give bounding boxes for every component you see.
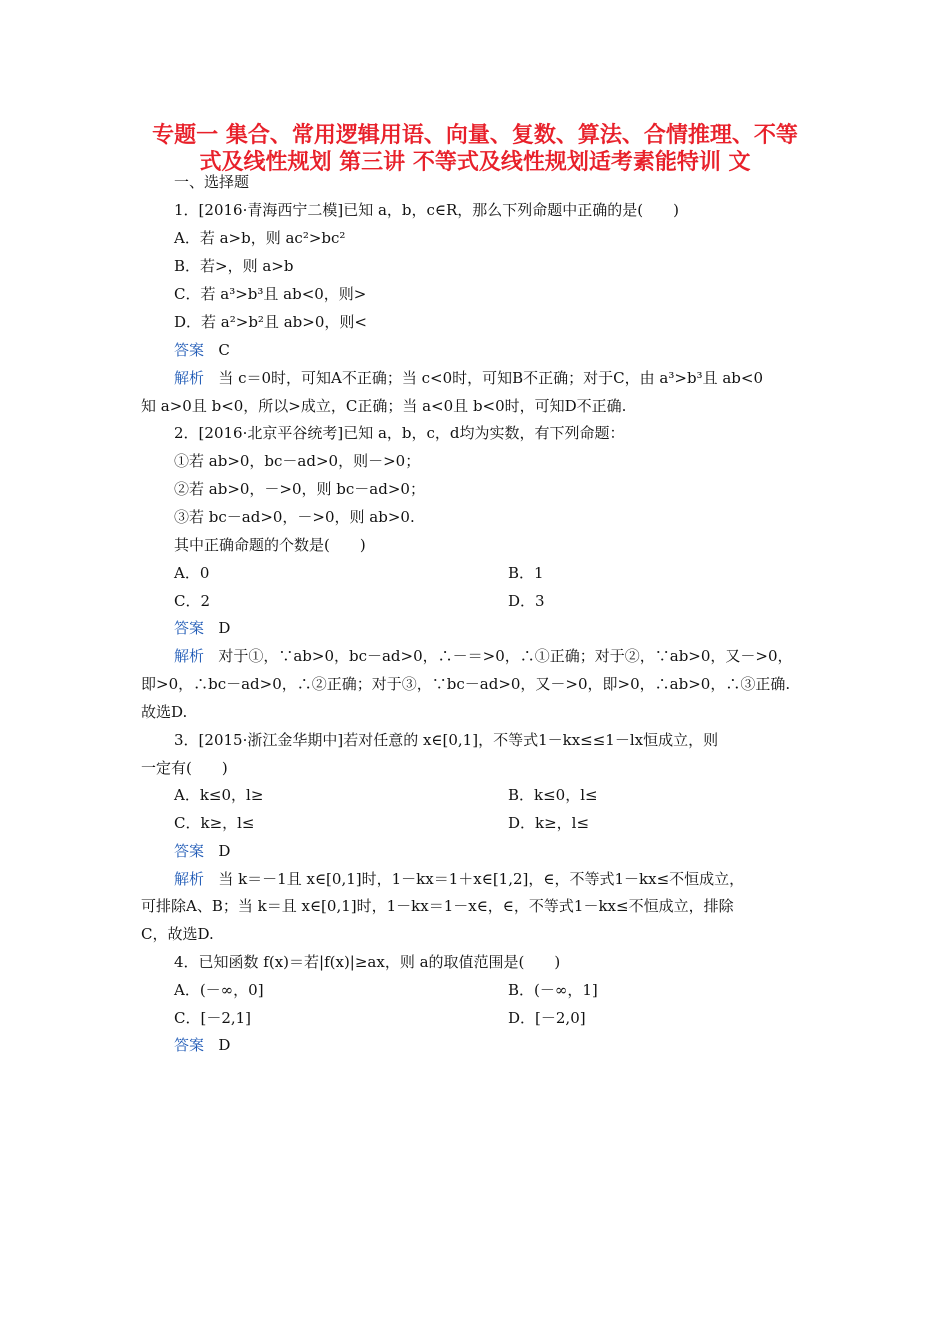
q2-analysis-line-2: 即>0，∴bc－ad>0，∴②正确；对于③，∵bc－ad>0，又－>0，即>0，∴ab>0，∴③正确. [141,675,791,693]
q2-answer-value: D [218,619,231,637]
q4-option-a: A．(－∞，0] [174,981,264,999]
title-line-2: 式及线性规划 第三讲 不等式及线性规划适考素能特训 文 [199,150,751,175]
analysis-label: 解析 [174,647,205,665]
answer-label: 答案 [174,842,205,860]
q4-option-c: C．[－2,1] [174,1009,252,1027]
q3-option-d: D．k≥，l≤ [508,814,590,832]
q4-answer-value: D [218,1036,231,1054]
q1-option-c: C．若 a³>b³且 ab<0，则> [174,285,367,303]
q3-option-b: B．k≤0，l≤ [508,786,598,804]
q4-stem: 4．已知函数 f(x)＝若|f(x)|≥ax，则 a的取值范围是( ) [174,953,561,971]
q3-analysis-text-1: 当 k＝－1且 x∈[0,1]时，1－kx＝1＋x∈[1,2]，∈，不等式1－kx≤不恒成立， [218,870,745,888]
q2-option-c: C．2 [174,592,211,610]
q1-stem: 1．[2016·青海西宁二模]已知 a，b，c∈R，那么下列命题中正确的是( ) [174,201,680,219]
q1-answer-value: C [218,341,230,359]
q1-option-d: D．若 a²>b²且 ab>0，则< [174,313,367,331]
q3-option-c: C．k≥，l≤ [174,814,255,832]
q3-answer [174,841,230,861]
q1-answer [174,340,230,360]
q2-analysis-line-1 [174,646,793,666]
q1-analysis-line-1 [174,368,763,388]
q4-option-d: D．[－2,0] [508,1009,586,1027]
q3-analysis-line-2: 可排除A、B；当 k＝且 x∈[0,1]时，1－kx＝1－x∈，∈，不等式1－kx≤不恒成立，排除 [141,897,734,915]
q2-stem: 2．[2016·北京平谷统考]已知 a，b，c，d均为实数，有下列命题： [174,424,625,442]
analysis-label: 解析 [174,870,205,888]
q3-analysis-line-3: C，故选D. [141,925,214,943]
q2-proposition-3: ③若 bc－ad>0，－>0，则 ab>0. [174,508,415,526]
q2-analysis-line-3: 故选D. [141,703,188,721]
q2-question: 其中正确命题的个数是( ) [174,536,366,554]
q2-answer [174,618,230,638]
q2-option-a: A．0 [174,564,210,582]
q2-option-b: B．1 [508,564,544,582]
analysis-label: 解析 [174,369,205,387]
q1-option-b: B．若>，则 a>b [174,257,294,275]
answer-label: 答案 [174,1036,205,1054]
q2-analysis-text-1: 对于①，∵ab>0，bc－ad>0，∴－＝>0，∴①正确；对于②，∵ab>0，又－>0， [218,647,793,665]
q2-option-d: D．3 [508,592,545,610]
section-heading: 一、选择题 [174,173,250,191]
q2-proposition-2: ②若 ab>0，－>0，则 bc－ad>0； [174,480,425,498]
q1-analysis-line-2: 知 a>0且 b<0，所以>成立，C正确；当 a<0且 b<0时，可知D不正确. [141,397,627,415]
q3-analysis-line-1 [174,869,744,889]
q4-option-b: B．(－∞，1] [508,981,598,999]
title-line-1: 专题一 集合、常用逻辑用语、向量、复数、算法、合情推理、不等 [152,123,798,148]
q3-stem-line-2: 一定有( ) [141,759,228,777]
q4-answer [174,1035,230,1055]
document-title [120,122,830,176]
q1-option-a: A．若 a>b，则 ac²>bc² [174,229,346,247]
q1-analysis-text-1: 当 c＝0时，可知A不正确；当 c<0时，可知B不正确；对于C，由 a³>b³且 ab<0 [218,369,763,387]
q3-stem-line-1: 3．[2015·浙江金华期中]若对任意的 x∈[0,1]，不等式1－kx≤≤1－lx恒成立，则 [174,731,719,749]
q3-option-a: A．k≤0，l≥ [174,786,264,804]
answer-label: 答案 [174,341,205,359]
q3-answer-value: D [218,842,231,860]
q2-proposition-1: ①若 ab>0，bc－ad>0，则－>0； [174,452,421,470]
answer-label: 答案 [174,619,205,637]
